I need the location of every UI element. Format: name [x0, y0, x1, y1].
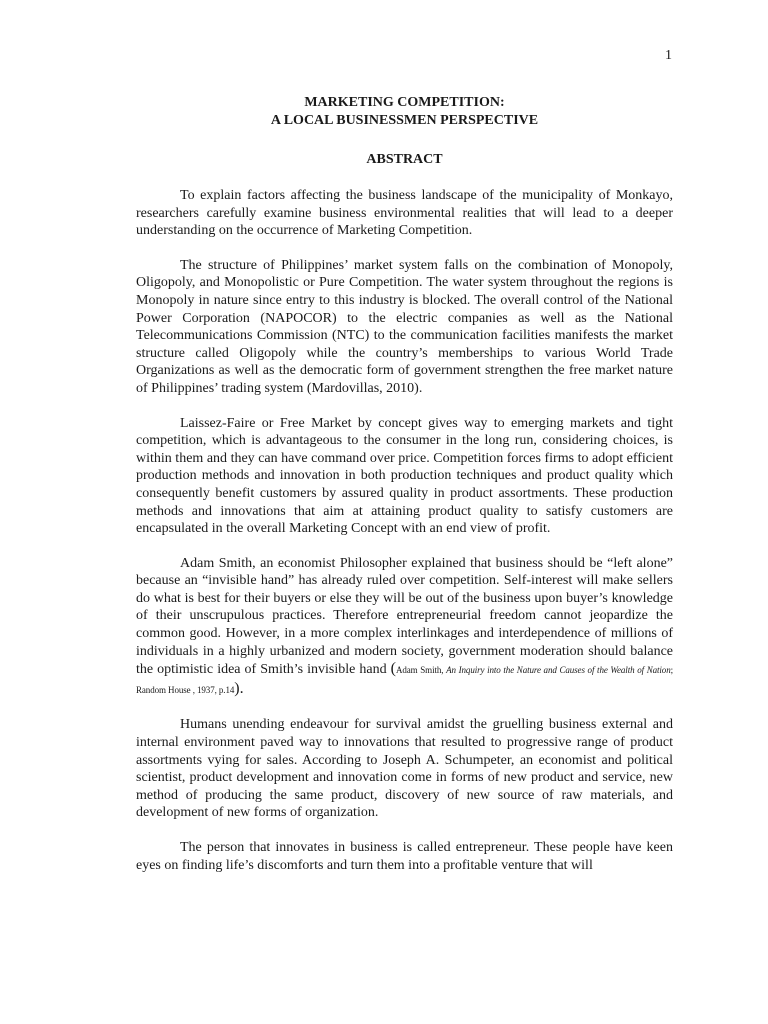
title-line-1: MARKETING COMPETITION: [304, 95, 505, 110]
paragraph-3: Laissez-Faire or Free Market by concept gives way to emerging markets and tight competition, which is advantageous to the consumer in the long run, considering choices, is within them and they can have command over price. Competition forces firms to adopt efficient production methods and innovation in both production techniques and product quality which consequently benefit customers by assured quality in product assortments. These production methods and innovations that aim at attaining product quality to satisfy customers are encapsulated in the overall Marketing Concept with an end view of profit. [136, 415, 673, 537]
paragraph-4-text: Adam Smith, an economist Philosopher explained that business should be “left alone” because an “invisible hand” has already ruled over competition. Self-interest will make sellers do what is best for their buyers or else they will be out of the business upon buyer’s knowledge of their unscrupulous practices. Therefore entrepreneurial freedom cannot jeopardize the common good. However, in a more complex interlinkages and interdependence of millions of individuals in a highly urbanized and modern society, government moderation should balance the optimistic idea of Smith’s invisible hand [136, 555, 673, 678]
document-body [136, 94, 673, 874]
abstract-heading: ABSTRACT [366, 152, 443, 167]
page-number: 1 [665, 48, 672, 63]
title-line-2: A LOCAL BUSINESSMEN PERSPECTIVE [270, 113, 539, 128]
citation-publisher: ; Random House , 1937, p.14 [136, 665, 674, 695]
citation-close: ). [234, 679, 244, 697]
citation-open-paren: ( [390, 660, 396, 678]
paragraph-6: The person that innovates in business is called entrepreneur. These people have keen eyes on finding life’s discomforts and turn them into a profitable venture that will [136, 840, 673, 873]
paragraph-4 [136, 555, 673, 700]
paragraph-2: The structure of Philippines’ market system falls on the combination of Monopoly, Oligopoly, and Monopolistic or Pure Competition. The water system throughout the regions is Monopoly in nature since entry to this industry is blocked. The overall control of the National Power Corporation (NAPOCOR) to the electric companies as well as the National Telecommunications Commission (NTC) to the communication facilities manifests the market structure called Oligopoly while the country’s memberships to various World Trade Organizations as well as the democratic form of government strengthen the free market nature of Philippines’ trading system (Mardovillas, 2010). [136, 257, 673, 396]
paragraph-1: To explain factors affecting the business landscape of the municipality of Monkayo, researchers carefully examine business environmental realities that will lead to a deeper understanding on the occurrence of Marketing Competition. [136, 188, 673, 239]
citation-work-title: An Inquiry into the Nature and Causes of the Wealth of Nation [446, 665, 671, 676]
paragraph-5: Humans unending endeavour for survival amidst the gruelling business external and internal environment paved way to innovations that resulted to progressive range of product assortments vying for sales. According to Joseph A. Schumpeter, an economist and political scientist, product development and innovation come in forms of new product and service, new method of producing the same product, discovery of new source of raw materials, and development of new forms of organization. [136, 717, 673, 821]
citation-author: Adam Smith, [395, 665, 447, 676]
